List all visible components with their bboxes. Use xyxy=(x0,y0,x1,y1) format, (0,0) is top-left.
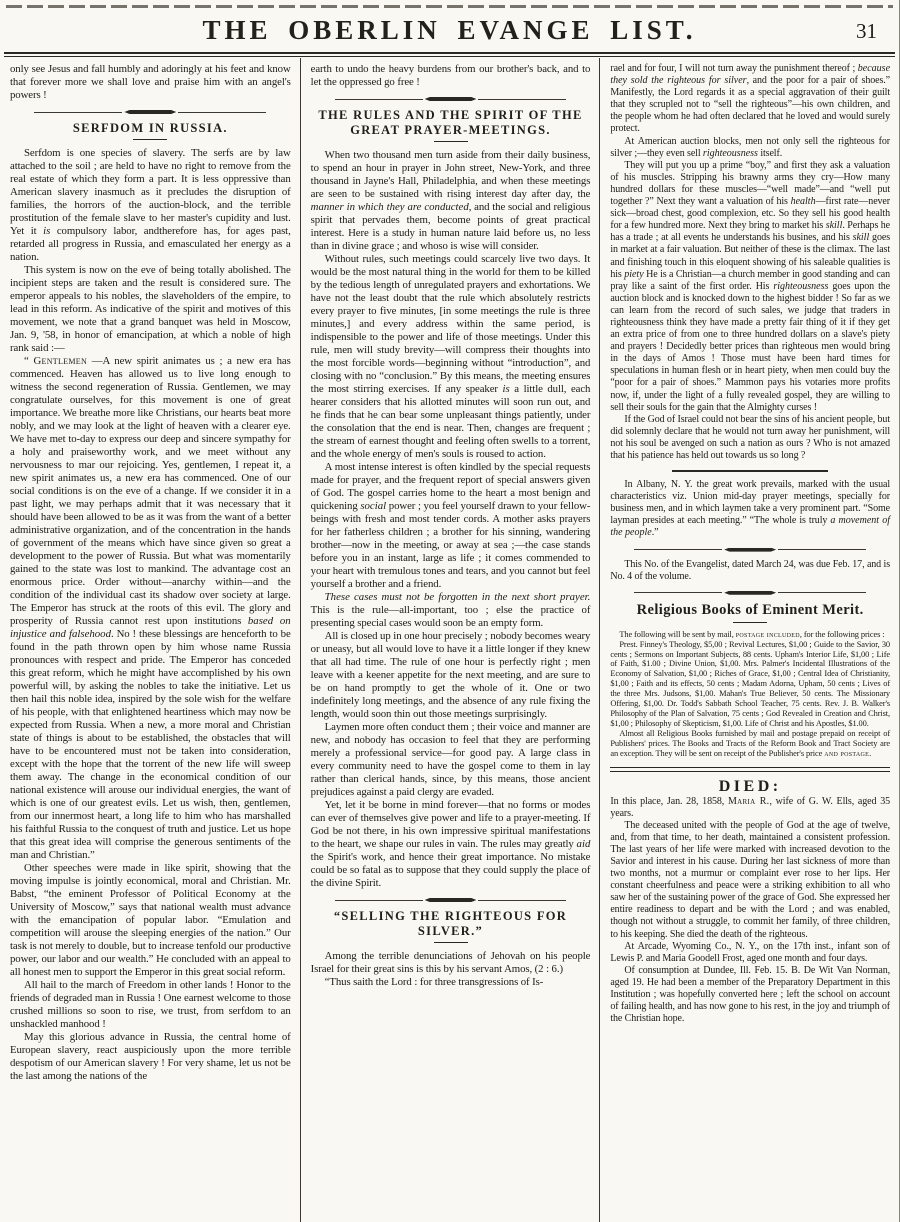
ornament-rule xyxy=(634,591,866,595)
section-heading: DIED: xyxy=(718,777,782,795)
paragraph: At Arcade, Wyoming Co., N. Y., on the 17th inst., infant son of Lewis P. and Maria Goodell Frost, aged one month and four days. xyxy=(610,940,891,964)
paragraph: Of consumption at Dundee, Ill. Feb. 15. B. De Wit Van Norman, aged 19. He had been a member of the Preparatory Department in this Institution ; was hopefully converted here ; left the school on account of failing health, and has now gone to his rest, in the joy and triumph of the Christian hope. xyxy=(610,964,891,1025)
paragraph: Serfdom is one species of slavery. The serfs are by law attached to the soil ; are held to have no right to remove from the real estate of which they form a part. It is less oppressive than American slavery inasmuch as it precludes the disruption of families, the horrors of the auction-block, and the terrible prostitution of the female slave to her master's cupidity and lust. Yet it is compulsory labor, andtherefore has, for ages past, retarded all progress in Russia, and emasculated her energy as a nation. xyxy=(10,147,291,263)
ornament-rule xyxy=(34,110,267,114)
ornament-rule xyxy=(634,548,866,552)
section-heading: “SELLING THE RIGHTEOUS FOR SILVER.” xyxy=(333,909,568,938)
divider-rule xyxy=(672,470,829,472)
paragraph: rael and for four, I will not turn away the punishment thereof ; because they sold the righteous for silver, and the poor for a pair of shoes.” Manifestly, the Lord regards it as a special aggravation of their guilt that they scrupled not to “sell the righteous”—his own children, and the people whom he had often declared that he loved and would surely protect. xyxy=(610,63,891,135)
column-2 xyxy=(300,58,600,1222)
fine-print-paragraph: The following will be sent by mail, postage included, for the following prices : xyxy=(619,629,885,639)
paragraph: All is closed up in one hour precisely ; nobody becomes weary or uneasy, but all would love to have it a little longer if they knew that all had time. The rule of one hour is perfectly right ; men leave with a keener appetite for the next meeting, and are sure to be on hand promptly to get the whole of it. One or two indefinitely long meetings, and the absence of any rule fixing the length, would soon thin out those meetings surprisingly. xyxy=(310,630,591,720)
section-heading: SERFDOM IN RUSSIA. xyxy=(72,121,228,135)
paragraph: At American auction blocks, men not only sell the righteous for silver ;—they even sell righteousness itself. xyxy=(610,135,891,159)
paragraph: If the God of Israel could not bear the sins of his ancient people, but did solemnly declare that he would not turn away her punishment, will not his soul be avenged on such a nation as ours ? Who is not amazed that his patience has held out towards us so long ? xyxy=(610,413,891,461)
double-rule xyxy=(610,767,890,772)
section-heading: Religious Books of Eminent Merit. xyxy=(636,601,864,618)
paragraph: A most intense interest is often kindled by the special requests made for prayer, and the frequent report of special answers given of God. The gospel carries home to the heart a most benign and quickening social power ; you feel yourself drawn to your fellow-beings with fresh and most tender cords. A mother asks prayers for her fatherless children ; a brother for his sinning, wandering brother—now in the meeting, or away at sea ;—the case stands before you in an instant, large as life ; it comes commended to your heart with tremulous tones and tears, and you cannot but feel yourself a brother and a friend. xyxy=(310,461,591,590)
paragraph: In this place, Jan. 28, 1858, Maria R., wife of G. W. Ells, aged 35 years. xyxy=(610,795,891,819)
short-rule xyxy=(434,141,468,142)
page-number: 31 xyxy=(856,19,877,43)
masthead-rule xyxy=(4,52,895,57)
column-container xyxy=(0,58,899,1222)
paragraph: The deceased united with the people of God at the age of twelve, and, from that time, to her death, maintained a consistent profession. The last years of her life were marked with increased devotion to the Savior and interest in his cause. During her last sickness of more than two months, not a murmur or complaint ever rose to her lips. Her constant cheerfulness and peace were a striking exhibition to all who saw her of the sustaining power of the grace of God. She expressed her entire readiness to depart and be with the Lord ; and was enabled, though not without a struggle, to commit her family, of three children, to his keeping. She died the death of the righteous. xyxy=(610,819,891,940)
column-3 xyxy=(599,58,899,1222)
section-heading: THE RULES AND THE SPIRIT OF THE GREAT PRAYER-MEETINGS. xyxy=(318,108,583,137)
paragraph: All hail to the march of Freedom in other lands ! Honor to the friends of degraded man in Russia ! One earnest welcome to those crushed millions so soon to rise, we trust, from serfdom to an unshackled manhood ! xyxy=(10,979,291,1030)
paragraph: “Thus saith the Lord : for three transgressions of Is- xyxy=(324,976,544,988)
fine-print-paragraph: Prest. Finney's Theology, $5,00 ; Revival Lectures, $1,00 ; Guide to the Savior, 30 cents ; Sermons on Important Subjects, 88 cents. Upham's Interior Life, $1,00 ; Life of Faith, $1.00 ; Divine Union, $1,00. Mrs. Palmer's Incidental Illustrations of the Economy of Salvation, $1,00 ; Riches of Grace, $1,00 ; Central Idea of Christianity, $1,00 ; Faith and its effects, 50 cents ; Madam Adorna, Upham, 50 cents ; Lives of the three Mrs. Judsons, $1,00. Mahan's True Believer, 50 cents. The Missionary Offering, $1,00. Dr. Todd's Sabbath School Teacher, 75 cents. Rev. J. B. Walker's Philosophy of the Plan of Salvation, 75 cents ; God Revealed in Creation and Christ, $1,00 ; Philosophy of Skepticism, $1,00. Life of Christ and his Apostles, $1.00. xyxy=(610,639,891,728)
paragraph: earth to undo the heavy burdens from our brother's back, and to let the oppressed go free ! xyxy=(310,63,591,88)
ornament-rule xyxy=(335,97,567,101)
paragraph: Laymen more often conduct them ; their voice and manner are new, and nobody has occasion to feel that they are performing merely a professional service—for good pay. A large class in every community need to have the gospel come to them in lay rather than clerical hands, since, by this means, those ancient prejudices against a paid clergy are evaded. xyxy=(310,721,591,798)
short-rule xyxy=(733,622,767,623)
short-rule xyxy=(133,139,167,140)
paragraph: In Albany, N. Y. the great work prevails, marked with the usual characteristics viz. Union mid-day prayer meetings, specially for business men, and in which laymen take a very prominent part. “Some layman presides at each meeting.” “The whole is truly a movement of the people.” xyxy=(610,479,891,539)
paragraph: This system is now on the eve of being totally abolished. The incipient steps are taken and the result is considered sure. The emperor appeals to his nobles, the slaveholders of the empire, to lead in this reform. As indicative of the spirit and motives of this movement, we note that a grand banquet was held in Moscow, Jan. 9, '58, in honor of emancipation, at which a noble of high rank said :— xyxy=(10,264,291,354)
paragraph: They will put you up a prime “boy,” and first they ask a valuation of his muscles. Stripping his brawny arms they cry—How many hundred dollars for these muscles—“well made”—and “well put together ?” Next they want a valuation of his health—first rate—never sick—broad chest, good complexion, etc. So they sell his good health for a few hundred more. Next they bring to market his skill. Perhaps he has a trade ; at all events he understands his busines, and his skill goes in market at a fair valuation. But neither of these is the climax. The last and finishing touch in this eloquent showing of his saleable qualities is his piety He is a Christian—a church member in good standing and can pray like a saint of the first order. His righteousness goes upon the auction block and is knocked down to the highest bidder ! So far as we can learn from the record of such sales, we judge that traders in righteousness think they have made a pretty fair thing of it if they get an extra price of from one to three hundred dollars on a slave's piety and prayers ! Decidedly better prices than righteous men would bring in the days of Amos ! Those must have been hard times for speculations in human flesh or in heart piety, when men could buy the “poor for a pair of shoes.” Mammon pays his votaries more profits now, if, under the light of a fully revealed gospel, they are willing to sell their souls for the gain that the Almighty curses ! xyxy=(610,159,891,413)
paragraph: “ Gentlemen —A new spirit animates us ; a new era has commenced. Heaven has allowed us to live long enough to witness the second regeneration of Russia. Gentlemen, we may congratulate ourselves, for this movement is one of great importance. We breathe more like Christians, our hearts beat more nobly, and we may look at the light of heaven with a clearer eye. We have met to-day to express our deep and sincere sympathy for a holy and praiseworthy work, and we meet without any nervousness to mar our rejoicing. Yes, gentlemen, I repeat it, a new spirit animates us, a new era has commenced. One of our social conditions is on the eve of a change. If we consider it in a past light, we may perhaps admit that it was necessary that it should have been allowed to be as it was from the want of a better administrative organization, and of the concentration in the hands of government of the means which have since given so great a development to the power of Russia. But what was momentarily gained to the state was lost to mankind. The advantage cost an enormous price. Order without—anarchy within—and the condition of the individual cast its shadow over society at large. The Emperor has struck at the roots of this evil. The glory and prosperity of Russia cannot rest upon institutions based on injustice and falsehood. No ! these blessings are henceforth to be found in the path thrown open by him whose name Russia pronounces with respect and pride. The Emperor has conceded this great reform, which he might have accomplished by his own powerful will, by asking the nobles to take the initiative. Let us then hail this noble idea, inspired by the sole wish for the welfare of his people, with that enlightened heartiness which may now be expected from Russia. When a new, a more moral and Christian state of things is about to be established, the obstacles that will have to be encountered must not be taken into consideration, except with the hope that the torrent of the new life will sweep them away. The change in the economical condition of our national existence will arouse our individual energies, the want of which is one of our greatest evils. Let us wish, then, gentlemen, from our innermost heart, a long life to him who has marshalled his faithful Russia to the conquest of truth and justice. Let us hope that this great idea will comprise the generous sentiments of the man and Christian.” xyxy=(10,355,291,861)
newspaper-title: THE OBERLIN EVANGE LIST. xyxy=(202,15,697,45)
paragraph: This No. of the Evangelist, dated March 24, was due Feb. 17, and is No. 4 of the volume. xyxy=(610,558,891,582)
paragraph: Yet, let it be borne in mind forever—that no forms or modes can ever of themselves give power and life to a prayer-meeting. If God be not there, in his own impressive spiritual manifestations to the heart, we shape our rules in vain. The rules may greatly aid the Spirit's work, and hence their great importance. No mistake could be so fatal as to suppose that they could supply the place of the divine Spirit. xyxy=(310,799,591,889)
column-1 xyxy=(0,58,300,1222)
paragraph: Without rules, such meetings could scarcely live two days. It would be the most natural thing in the world for them to be killed by the tedious length of unregulated prayers and exhortations. We have not the least doubt that the rule which absolutely restricts every prayer to five minutes, [in some meetings the rule is three minutes,] and every address within the same period, is indispensible to the power and life of those meetings. Under this rule, men will study brevity—will compress their thoughts into the most forcible words—beginning without “introduction”, and closing with no “conclusion.” By this means, the meeting ensures the most stirring exercises. If any speaker is a little dull, each hearer considers that his allotted minutes will soon run out, and he finds that he can bear some unpleasant things patiently, under the consolation that the end is near. Then, changes are frequent ; the stream of earnest thought and feeling often swells to a torrent, and the whole energy of men's souls is roused to action. xyxy=(310,253,591,460)
short-rule xyxy=(434,942,468,943)
masthead xyxy=(0,8,899,52)
fine-print-paragraph: Almost all Religious Books furnished by mail and postage prepaid on receipt of Publishers' prices. The Books and Tracts of the Reform Book and Tract Society are an exception. They will be sent on receipt of the Publisher's price and postage. xyxy=(610,728,891,758)
paragraph: Among the terrible denunciations of Jehovah on his people Israel for their great sins is this by his servant Amos, (2 : 6.) xyxy=(310,950,591,975)
ornament-rule xyxy=(335,898,567,902)
paragraph: May this glorious advance in Russia, the central home of European slavery, react auspiciously upon the more terrible despotism of our American slavery ! For very shame, let us not be the last among the nations of the xyxy=(10,1031,291,1082)
paragraph: When two thousand men turn aside from their daily business, to spend an hour in prayer in John street, New-York, and three thousand in Jayne's Hall, Philadelphia, and when these meetings are seen to be sustained with rising interest day after day, the manner in which they are conducted, and the social and religious spirit that pervades them, become points of great practical interest. Here is a study in human nature laid before us, no less than in divine grace ; and whoso is wise will consider. xyxy=(310,149,591,252)
paragraph: only see Jesus and fall humbly and adoringly at his feet and know that forever more we shall love and praise him with an angel's powers ! xyxy=(10,63,291,101)
paragraph: These cases must not be forgotten in the next short prayer. This is the rule—all-important, too ; else the practice of presenting special cases would soon be an empty form. xyxy=(310,591,591,629)
paragraph: Other speeches were made in like spirit, showing that the moving impulse is jointly economical, moral and Christian. Mr. Babst, “the eminent Professor of Political Economy at the University of Moscow,” says that national wealth must advance with the emancipation of popular labor. “Emulation and competition will arouse the sleeping energies of the nation.” Our task is not merely to double, but to increase tenfold our productive power, our labor and our wealth.” He concluded with an appeal to all honest men to support the Emperor in this great social reform. xyxy=(10,862,291,978)
